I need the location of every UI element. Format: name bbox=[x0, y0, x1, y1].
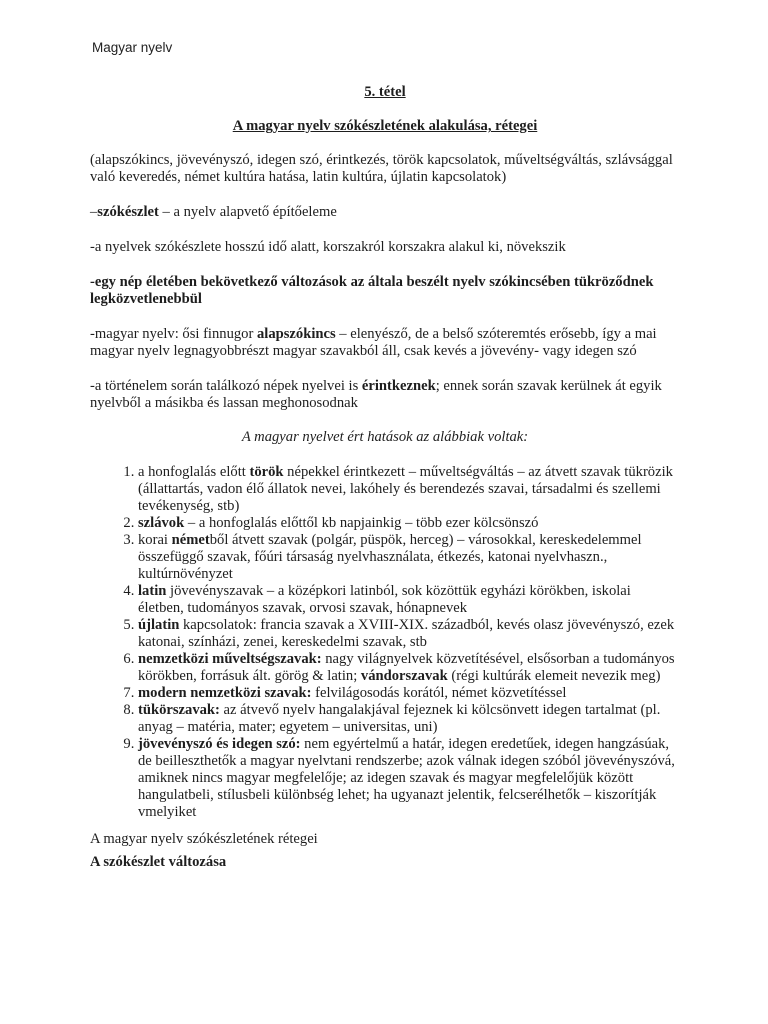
text-segment: nem egyértelmű a határ, idegen eredetűek, idegen hangzásúak, de beilleszthetők a magyar nyelvtani rendszerbe; azok válnak idegen szóból jövevényszóvá, amiknek nincs magyar megfelelője; az idegen szavak és magyar megfelelőjük között hangulatbeli, stílusbeli különbség lehet; ha ugyanazt jelentik, felcserélhetők – kiszorítják vmelyiket bbox=[138, 736, 675, 820]
section-heading-retegei: A magyar nyelv szókészletének rétegei bbox=[90, 831, 318, 847]
influences-list bbox=[90, 464, 680, 821]
list-item bbox=[138, 651, 680, 685]
document-subtitle: A magyar nyelv szókészletének alakulása, rétegei bbox=[232, 118, 538, 134]
document-title: 5. tétel bbox=[364, 84, 406, 100]
list-item bbox=[138, 685, 680, 702]
term: tükörszavak: bbox=[138, 702, 220, 718]
term: jövevényszó és idegen szó: bbox=[138, 736, 301, 752]
text-segment: korai bbox=[138, 532, 172, 548]
text-segment: nagy világnyelvek közvetítésével, elsősorban a tudományos körökben, forrásuk ált. görög & latin; bbox=[138, 651, 675, 684]
text-segment: -a történelem során találkozó népek nyelvei is bbox=[90, 378, 362, 394]
text-segment: felvilágosodás korától, német közvetítéssel bbox=[311, 685, 567, 701]
term-alapszokincs: alapszókincs bbox=[256, 326, 336, 342]
term: nemzetközi műveltségszavak: bbox=[138, 651, 322, 667]
term-erintkeznek: érintkeznek bbox=[361, 378, 436, 394]
term: török bbox=[249, 464, 284, 480]
list-item bbox=[138, 702, 680, 736]
text-segment: jövevényszavak – a középkori latinból, sok közöttük egyházi körökben, iskolai életben, tudományos szavak, orvosi szavak, hónapnevek bbox=[138, 583, 631, 616]
list-item bbox=[138, 532, 680, 583]
term-szokeszlet: szókészlet bbox=[97, 204, 159, 220]
text-segment: a honfoglalás előtt bbox=[138, 464, 250, 480]
text-segment: kapcsolatok: francia szavak a XVIII-XIX. századból, kevés olasz jövevényszó, ezek katonai, színházi, zenei, kereskedelmi szavak, stb bbox=[138, 617, 675, 650]
document-header: Magyar nyelv bbox=[92, 40, 173, 55]
text-segment: ; ennek során szavak kerülnek át egyik nyelvből a másikba és lassan meghonosodnak bbox=[90, 378, 662, 411]
text-segment: (régi kultúrák elemeit nevezik meg) bbox=[447, 668, 661, 684]
list-item bbox=[138, 736, 680, 821]
list-item bbox=[138, 464, 680, 515]
text-segment: – elenyésző, de a belső szóteremtés erősebb, így a mai magyar nyelv legnagyobbrészt magyar szavakból áll, csak kevés a jövevény- vagy idegen szó bbox=[90, 326, 657, 359]
term: német bbox=[171, 532, 210, 548]
paragraph-changes: -egy nép életében bekövetkező változások az általa beszélt nyelv szókincsében tükröződnek legközvetlenebbül bbox=[90, 274, 654, 307]
dash-prefix: – bbox=[90, 204, 98, 220]
term: vándorszavak bbox=[360, 668, 448, 684]
document-body bbox=[90, 84, 680, 871]
text-segment: ből átvett szavak (polgár, püspök, herceg) – városokkal, kereskedelemmel összefüggő szavak, főúri társaság nyelvhasználata, étkezés, katonai nyelvhaszn., kultúrnövényzet bbox=[138, 532, 642, 582]
intro-keywords: (alapszókincs, jövevényszó, idegen szó, érintkezés, török kapcsolatok, műveltségváltás, szlávsággal való keveredés, német kultúra hatása, latin kultúra, újlatin kapcsolatok) bbox=[90, 152, 673, 185]
text-segment: -magyar nyelv: ősi finnugor bbox=[90, 326, 257, 342]
list-heading: A magyar nyelvet ért hatások az alábbiak voltak: bbox=[241, 429, 529, 445]
term: újlatin bbox=[138, 617, 180, 633]
term: szlávok bbox=[138, 515, 185, 531]
list-item bbox=[138, 515, 680, 532]
section-heading-valtozasa: A szókészlet változása bbox=[90, 854, 227, 870]
text-segment: az átvevő nyelv hangalakjával fejeznek ki kölcsönvett idegen tartalmat (pl. anyag – matéria, mater; egyetem – universitas, uni) bbox=[138, 702, 661, 735]
definition-text: – a nyelv alapvető építőeleme bbox=[158, 204, 337, 220]
term: modern nemzetközi szavak: bbox=[138, 685, 312, 701]
paragraph-magyar-nyelv bbox=[90, 326, 680, 360]
list-item bbox=[138, 583, 680, 617]
term: latin bbox=[138, 583, 167, 599]
list-item bbox=[138, 617, 680, 651]
text-segment: népekkel érintkezett – műveltségváltás – az átvett szavak tükrözik (állattartás, vadon élő állatok nevei, lakóhely és berendezés szavai, társadalmi és szellemi tevékenység, stb) bbox=[138, 464, 673, 514]
paragraph-szokeszlet bbox=[90, 204, 680, 221]
text-segment: – a honfoglalás előttől kb napjainkig – több ezer kölcsönszó bbox=[184, 515, 539, 531]
paragraph-contact bbox=[90, 378, 680, 412]
paragraph-growth: -a nyelvek szókészlete hosszú idő alatt, korszakról korszakra alakul ki, növekszik bbox=[90, 239, 566, 255]
